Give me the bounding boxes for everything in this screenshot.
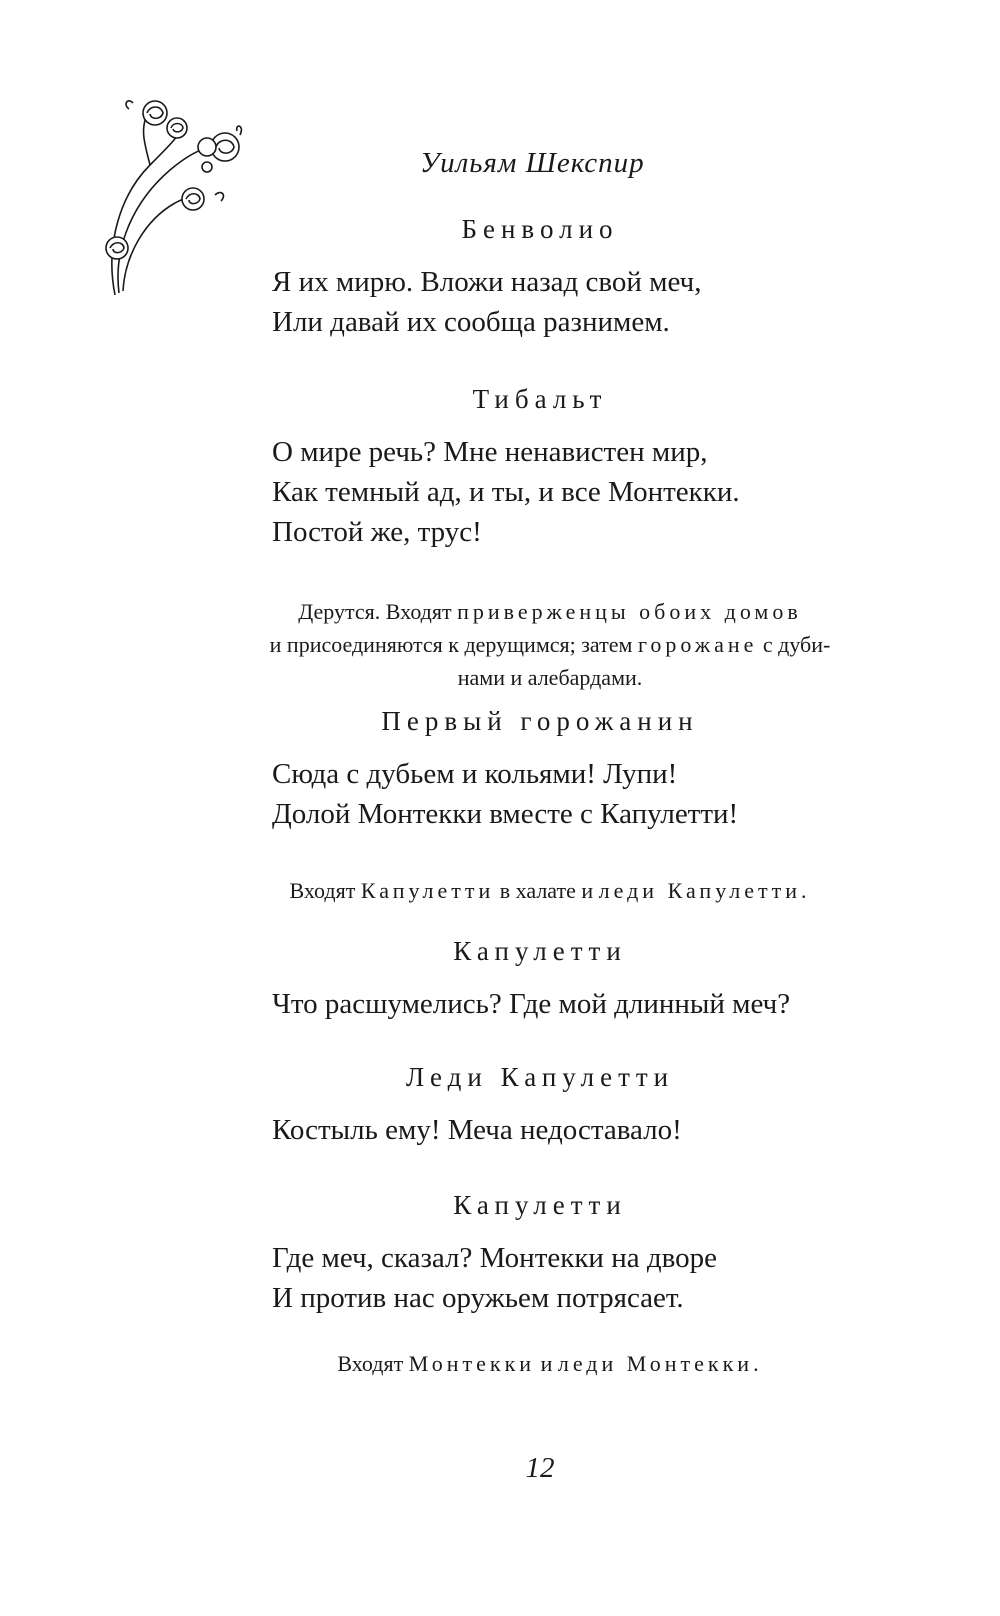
speaker-name: Леди Капулетти	[405, 1062, 675, 1092]
verse-block	[272, 432, 912, 552]
stage-text: и	[535, 1351, 558, 1376]
speaker-name: Первый горожанин	[381, 706, 699, 736]
stage-text-spaced: леди Капулетти.	[598, 878, 811, 903]
stage-direction-line	[190, 628, 910, 661]
verse-block	[272, 754, 912, 834]
verse-line: Или давай их сообща разнимем.	[272, 306, 670, 338]
speaker-name: Капулетти	[453, 1190, 627, 1220]
page-number: 12	[525, 1452, 555, 1484]
verse-line: Как темный ад, и ты, и все Монтекки.	[272, 476, 740, 508]
verse-line: Где меч, сказал? Монтекки на дворе	[272, 1242, 717, 1274]
stage-direction-line	[190, 874, 910, 907]
stage-text: Входят	[289, 878, 361, 903]
stage-text-spaced: Капулетти	[360, 878, 495, 903]
verse-block	[272, 984, 912, 1024]
flower-ornament-icon	[95, 95, 255, 310]
running-head: Уильям Шекспир	[420, 147, 645, 179]
stage-text-spaced: горожане	[637, 632, 758, 657]
verse-line: Долой Монтекки вместе с Капулетти!	[272, 798, 739, 830]
stage-text-spaced: леди Монтекки.	[557, 1351, 763, 1376]
verse-block	[272, 1238, 912, 1318]
stage-direction-line	[190, 1347, 910, 1380]
stage-text-spaced: Монтекки	[408, 1351, 536, 1376]
speaker-name: Капулетти	[453, 936, 627, 966]
stage-direction-line: нами и алебардами.	[457, 665, 643, 690]
stage-text: с дуби-	[757, 632, 831, 657]
stage-direction	[190, 874, 910, 907]
verse-block	[272, 1110, 912, 1150]
speaker-name: Бенволио	[461, 214, 619, 244]
stage-text: Входят	[337, 1351, 409, 1376]
verse-line: Сюда с дубьем и кольями! Лупи!	[272, 758, 678, 790]
verse-line: Постой же, трус!	[272, 516, 482, 548]
stage-text-spaced: приверженцы обоих домов	[457, 599, 802, 624]
verse-line: Я их мирю. Вложи назад свой меч,	[272, 266, 702, 298]
speaker-name: Тибальт	[472, 384, 608, 414]
verse-line: И против нас оружьем потрясает.	[272, 1282, 684, 1314]
stage-direction	[190, 595, 910, 694]
stage-text: и присоединяются к дерущимся; затем	[269, 632, 638, 657]
stage-text: Дерутся. Входят	[298, 599, 458, 624]
verse-block	[272, 262, 912, 342]
verse-line: Что расшумелись? Где мой длинный меч?	[272, 988, 791, 1020]
stage-direction	[190, 1347, 910, 1380]
stage-text: в халате и	[494, 878, 599, 903]
stage-direction-line	[190, 595, 910, 628]
verse-line: О мире речь? Мне ненавистен мир,	[272, 436, 708, 468]
verse-line: Костыль ему! Меча недоставало!	[272, 1114, 682, 1146]
